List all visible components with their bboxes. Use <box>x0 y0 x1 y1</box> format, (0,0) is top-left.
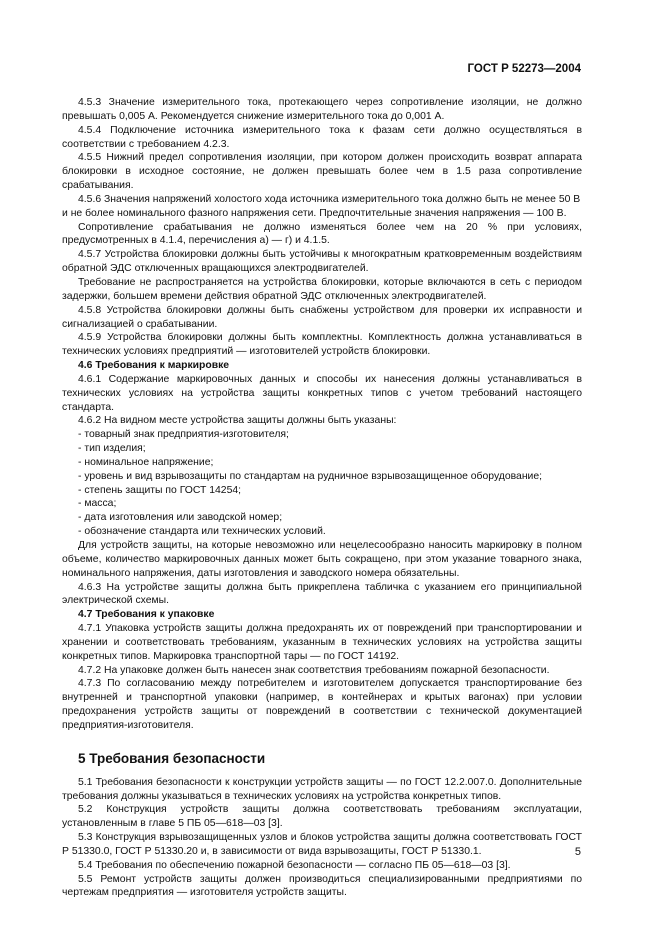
paragraph-4-5-6-cont: Сопротивление срабатывания не должно изменяться более чем на 20 % при условиях, предусмотренных в 4.1.4, перечисления а) — г) и 4.1.5. <box>62 221 582 247</box>
list-item: - номинальное напряжение; <box>78 456 214 468</box>
list-item: - масса; <box>78 498 117 510</box>
paragraph-4-6-3: 4.6.3 На устройстве защиты должна быть прикреплена табличка с указанием его принципиальной электрической схемы. <box>62 581 582 607</box>
list-item: - степень защиты по ГОСТ 14254; <box>78 484 242 496</box>
paragraph-4-5-8: 4.5.8 Устройства блокировки должны быть снабжены устройством для проверки их исправности и сигнализацией о срабатывании. <box>62 304 582 330</box>
list-item: - тип изделия; <box>78 443 146 455</box>
paragraph-4-7-1: 4.7.1 Упаковка устройств защиты должна предохранять их от повреждений при транспортировании и хранении и соответствовать требованиям, указанным в технических условиях на устройства защиты конкретных типов. Маркировка транспортной тары — по ГОСТ 14192. <box>62 623 582 662</box>
paragraph-4-5-7-cont: Требование не распространяется на устройства блокировки, которые включаются в сеть с периодом задержки, большем времени действия обратной ЭДС отключенных электродвигателей. <box>62 276 582 302</box>
paragraph-5-2: 5.2 Конструкция устройств защиты должна соответствовать требованиям эксплуатации, установленным в главе 5 ПБ 05—618—03 [3]. <box>62 804 582 830</box>
paragraph-4-5-4: 4.5.4 Подключение источника измерительного тока к фазам сети должно осуществляться в соответствии с требованием 4.2.3. <box>62 124 582 150</box>
list-item: - обозначение стандарта или технических условий. <box>78 526 326 538</box>
paragraph-5-5: 5.5 Ремонт устройств защиты должен производиться специализированными предприятиями по чертежам предприятия — изготовителя устройств защиты. <box>62 873 582 899</box>
paragraph-4-7-2: 4.7.2 На упаковке должен быть нанесен знак соответствия требованиям пожарной безопасности. <box>78 664 550 676</box>
paragraph-4-5-6: 4.5.6 Значения напряжений холостого хода источника измерительного тока должно быть не менее 50 В и не более номинального фазного напряжения сети. Предпочтительные значения напряжения — 100 В. <box>62 193 581 219</box>
paragraph-5-3: 5.3 Конструкция взрывозащищенных узлов и блоков устройства защиты должна соответствовать ГОСТ Р 51330.0, ГОСТ Р 51330.20 и, в зависимости от вида взрывозащиты, ГОСТ Р 51330.1. <box>62 832 582 857</box>
paragraph-4-5-3: 4.5.3 Значение измерительного тока, протекающего через сопротивление изоляции, не должно превышать 0,005 А. Рекомендуется снижение измерительного тока до 0,001 А. <box>62 97 582 122</box>
paragraph-5-4: 5.4 Требования по обеспечению пожарной безопасности — согласно ПБ 05—618—03 [3]. <box>78 859 511 871</box>
heading-4-7: 4.7 Требования к упаковке <box>78 609 215 621</box>
heading-4-6: 4.6 Требования к маркировке <box>78 360 230 372</box>
paragraph-4-6-1: 4.6.1 Содержание маркировочных данных и способы их нанесения должны устанавливаться в технических условиях на устройства защиты конкретных типов с учетом требований настоящего стандарта. <box>62 373 582 413</box>
paragraph-4-5-5: 4.5.5 Нижний предел сопротивления изоляции, при котором должен происходить возврат аппарата блокировки в исходное состояние, не должен превышать более чем в 1.5 раза сопротивление срабатывания. <box>62 152 582 192</box>
section-5-title: 5 Требования безопасности <box>78 750 266 766</box>
page-number: 5 <box>574 846 581 858</box>
list-item: - уровень и вид взрывозащиты по стандартам на рудничное взрывозащищенное оборудование; <box>78 470 543 482</box>
document-header: ГОСТ Р 52273—2004 <box>467 63 581 75</box>
paragraph-4-6-2-cont: Для устройств защиты, на которые невозможно или нецелесообразно наносить маркировку в полном объеме, количество маркировочных данных может быть сокращено, при этом указание товарного знака, номинального напряжения, даты изготовления и заводского номера обязательны. <box>62 540 582 579</box>
document-body <box>62 96 582 900</box>
list-item: - товарный знак предприятия-изготовителя; <box>78 429 289 441</box>
paragraph-4-5-9: 4.5.9 Устройства блокировки должны быть комплектны. Комплектность должна устанавливаться в технических условиях предприятий — изготовителей устройств блокировки. <box>62 332 582 358</box>
list-item: - дата изготовления или заводской номер; <box>78 512 283 524</box>
paragraph-5-1: 5.1 Требования безопасности к конструкции устройств защиты — по ГОСТ 12.2.007.0. Дополнительные требования должны указываться в технических условиях на устройства конкретных типов. <box>62 776 582 802</box>
paragraph-4-5-7: 4.5.7 Устройства блокировки должны быть устойчивы к многократным кратковременным воздействиям обратной ЭДС отключенных вращающихся электродвигателей. <box>62 249 582 275</box>
paragraph-4-7-3: 4.7.3 По согласованию между потребителем и изготовителем допускается транспортирование без внутренней и транспортной упаковки (например, в контейнерах и крытых вагонах) при условии предохранения устройств защиты от повреждений в соответствии с технической документацией предприятия-изготовителя. <box>62 678 582 731</box>
paragraph-4-6-2: 4.6.2 На видном месте устройства защиты должны быть указаны: <box>78 415 397 427</box>
